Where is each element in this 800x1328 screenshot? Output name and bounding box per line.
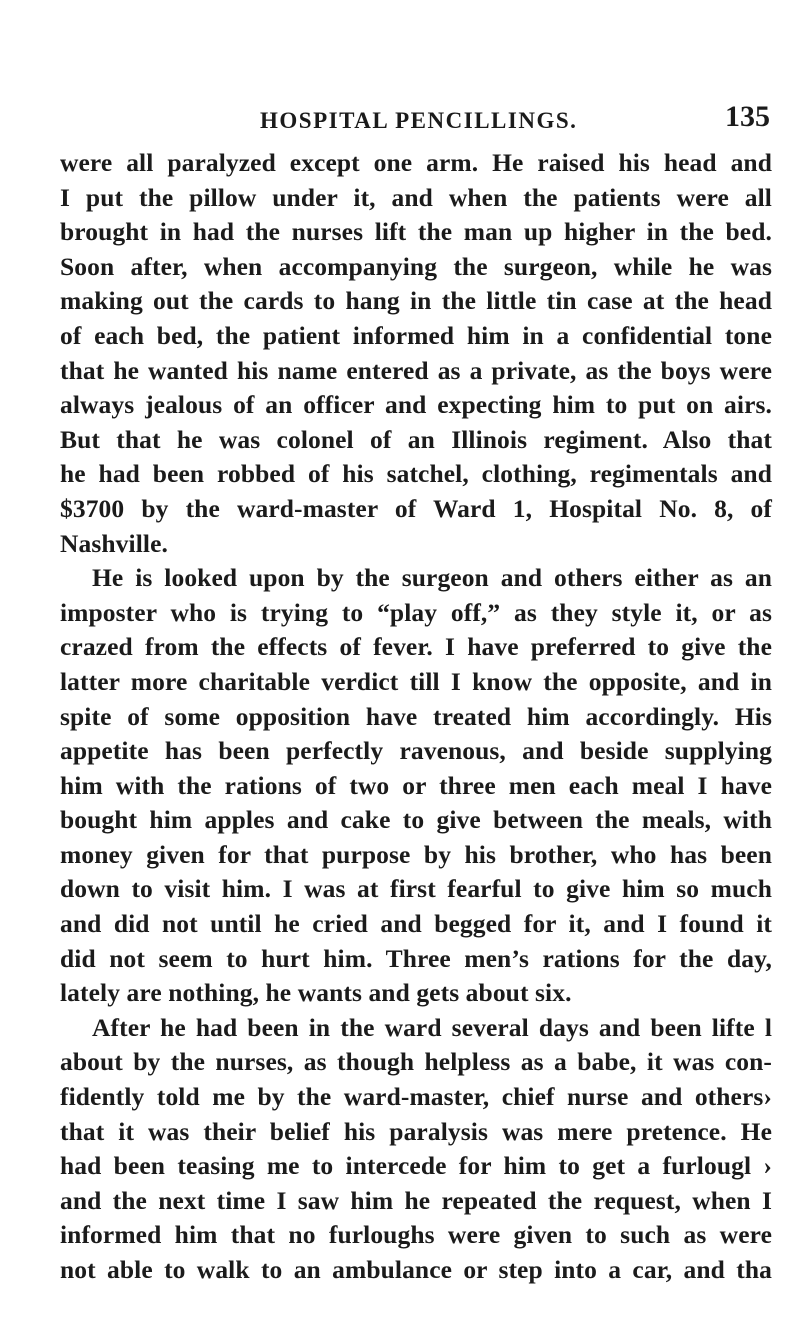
body-text: [60, 146, 772, 1288]
text-line: bought him apples and cake to give between the meals, with: [60, 805, 772, 835]
text-line: lately are nothing, he wants and gets about six.: [60, 978, 572, 1008]
text-line: did not seem to hurt him. Three men’s rations for the day,: [60, 943, 772, 973]
text-line: appetite has been perfectly ravenous, and beside supplying: [60, 736, 772, 766]
text-line: Nashville.: [60, 528, 168, 558]
text-line: and did not until he cried and begged for it, and I found it: [60, 909, 772, 939]
page-number: 135: [725, 100, 770, 133]
text-line: brought in had the nurses lift the man up higher in the bed.: [60, 217, 772, 247]
text-line: After he had been in the ward several days and been lifte l: [92, 1012, 772, 1042]
text-line: him with the rations of two or three men each meal I have: [60, 770, 772, 800]
running-head-title: HOSPITAL PENCILLINGS.: [260, 108, 578, 133]
text-line: that it was their belief his paralysis was mere pretence. He: [60, 1116, 772, 1146]
text-line: latter more charitable verdict till I know the opposite, and in: [60, 666, 772, 696]
text-line: that he wanted his name entered as a private, as the boys were: [60, 355, 772, 385]
text-line: imposter who is trying to “play off,” as they style it, or as: [60, 597, 772, 627]
text-line: always jealous of an officer and expecting him to put on airs.: [60, 390, 772, 420]
text-line: crazed from the effects of fever. I have preferred to give the: [60, 632, 772, 662]
text-line: money given for that purpose by his brother, who has been: [60, 839, 772, 869]
text-line: he had been robbed of his satchel, clothing, regimentals and: [60, 459, 772, 489]
running-head: [60, 98, 770, 138]
text-line: had been teasing me to intercede for him to get a furlougl ›: [60, 1151, 772, 1181]
text-line: He is looked upon by the surgeon and others either as an: [92, 563, 772, 593]
text-line: down to visit him. I was at first fearful to give him so much: [60, 874, 772, 904]
text-line: spite of some opposition have treated him accordingly. His: [60, 701, 772, 731]
text-line: Soon after, when accompanying the surgeon, while he was: [60, 251, 772, 281]
text-line: about by the nurses, as though helpless as a babe, it was con-: [60, 1047, 772, 1077]
text-line: were all paralyzed except one arm. He raised his head and: [60, 148, 772, 177]
text-line: not able to walk to an ambulance or step into a car, and tha: [60, 1255, 772, 1284]
text-line: $3700 by the ward-master of Ward 1, Hospital No. 8, of: [60, 493, 772, 523]
text-line: and the next time I saw him he repeated the request, when I: [60, 1185, 772, 1215]
text-line: But that he was colonel of an Illinois regiment. Also that: [60, 424, 772, 454]
text-line: of each bed, the patient informed him in a confidential tone: [60, 320, 772, 350]
text-line: informed him that no furloughs were given to such as were: [60, 1220, 772, 1250]
text-line: I put the pillow under it, and when the patients were all: [60, 182, 772, 212]
text-line: making out the cards to hang in the little tin case at the head: [60, 286, 772, 316]
text-line: fidently told me by the ward-master, chief nurse and others›: [60, 1082, 772, 1112]
